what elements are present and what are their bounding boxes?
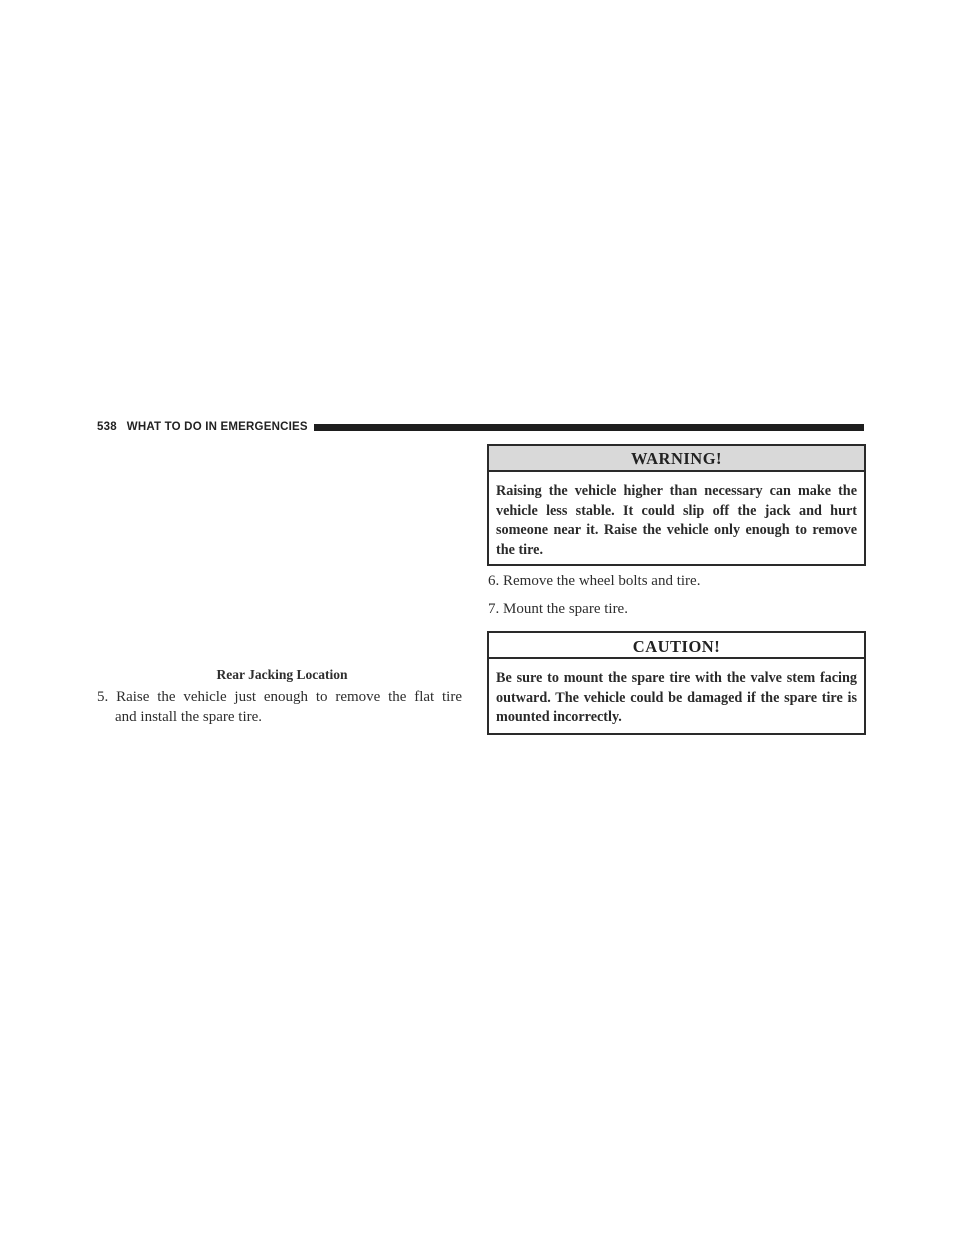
warning-box — [487, 444, 866, 566]
warning-title: WARNING! — [489, 446, 864, 472]
figure-caption: Rear Jacking Location — [216, 667, 348, 682]
step-5-text-line1: Raise the vehicle just enough to remove the flat tire — [116, 689, 462, 705]
step-5-text-line2: and install the spare tire. — [115, 709, 263, 725]
step-5-number: 5. — [97, 689, 109, 705]
caution-title: CAUTION! — [489, 633, 864, 659]
caution-box — [487, 631, 866, 735]
step-5-line1 — [97, 687, 462, 707]
section-title: WHAT TO DO IN EMERGENCIES — [126, 421, 308, 433]
warning-body: Raising the vehicle higher than necessary can make the vehicle less stable. It could slip off the jack and hurt someone near it. Raise the vehicle only enough to remove the tire. — [496, 483, 857, 558]
caution-body: Be sure to mount the spare tire with the valve stem facing outward. The vehicle could be damaged if the spare tire is mounted incorrectly. — [496, 670, 857, 725]
step-5 — [97, 687, 462, 727]
step-6: 6. Remove the wheel bolts and tire. — [488, 573, 701, 589]
header-rule — [314, 424, 864, 431]
page-header — [97, 417, 864, 437]
page-number: 538 — [97, 421, 117, 433]
step-7: 7. Mount the spare tire. — [488, 601, 628, 617]
